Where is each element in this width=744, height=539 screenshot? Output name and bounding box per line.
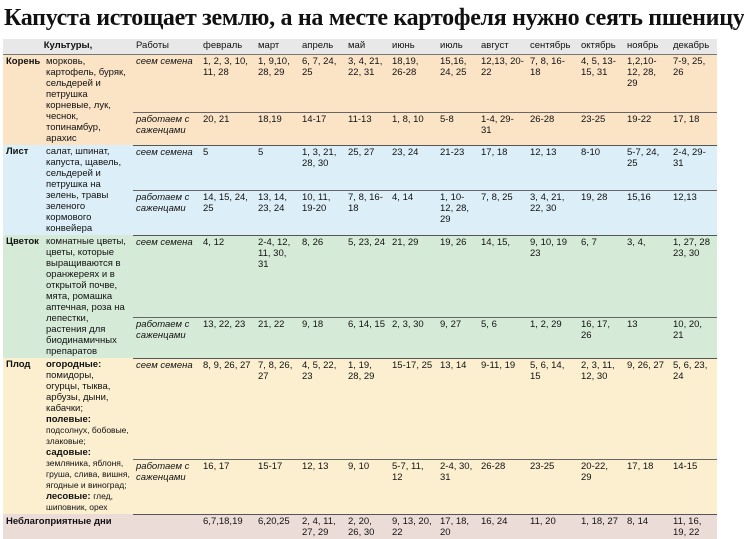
header-crops: Культуры, xyxy=(3,39,133,55)
crop-category-label: огородные: xyxy=(46,359,102,370)
day-cell: 2-4, 12, 11, 30, 31 xyxy=(255,235,299,317)
day-cell: 4, 12 xyxy=(200,235,255,317)
day-cell: 17, 18, 20 xyxy=(440,515,470,538)
header-works: Работы xyxy=(133,39,200,55)
page-title: Капуста истощает землю, а на месте картофеля нужно сеять пшеницу xyxy=(4,5,744,31)
day-cell: 6,7,18,19 xyxy=(203,515,243,527)
day-cell: 13, 14 xyxy=(437,358,478,460)
day-cell: 2-4, 29-31 xyxy=(670,145,717,190)
day-cell: 5 xyxy=(200,145,255,190)
day-cell: 5-7, 11, 12 xyxy=(389,460,437,514)
day-cell: 25, 27 xyxy=(345,145,389,190)
day-cell: 26-28 xyxy=(478,460,527,514)
day-cell: 11, 16, 19, 22 xyxy=(673,515,702,538)
day-cell: 12,13, 20-22 xyxy=(478,55,527,113)
day-cell: 9, 27 xyxy=(437,317,478,358)
day-cell: 4, 14 xyxy=(389,190,437,235)
day-cell: 5-8 xyxy=(437,112,478,145)
header-month: май xyxy=(345,39,389,55)
day-cell: 15,16, 24, 25 xyxy=(437,55,478,113)
crop-category-text: земляника, яблоня, груша, слива, вишня, ягодные и виноград; xyxy=(46,458,130,490)
group-crops: комнатные цветы, цветы, которые выращиваются в оранжереях и в открытой почве, мята, ромашка аптечная, роза на лепестки, растения для биодинамичных препаратов xyxy=(46,236,126,357)
header-month: февраль xyxy=(200,39,255,55)
day-cell: 17, 18 xyxy=(624,460,670,514)
day-cell: 5, 6 xyxy=(478,317,527,358)
day-cell: 8, 9, 26, 27 xyxy=(200,358,255,460)
day-cell: 26-28 xyxy=(527,112,578,145)
table-row xyxy=(3,145,717,190)
day-cell: 5-7, 24, 25 xyxy=(624,145,670,190)
day-cell: 5 xyxy=(255,145,299,190)
table-row xyxy=(3,358,717,460)
day-cell: 6, 7, 24, 25 xyxy=(299,55,345,113)
day-cell: 21, 29 xyxy=(389,235,437,317)
header-month: март xyxy=(255,39,299,55)
day-cell: 23-25 xyxy=(527,460,578,514)
unfavorable-days-row xyxy=(3,514,717,539)
day-cell: 9, 10, 19 23 xyxy=(527,235,578,317)
day-cell: 20-22, 29 xyxy=(578,460,624,514)
day-cell: 12, 13 xyxy=(527,145,578,190)
day-cell: 3, 4, xyxy=(624,235,670,317)
day-cell: 11, 20 xyxy=(530,515,556,527)
day-cell: 11-13 xyxy=(345,112,389,145)
group-name: Лист xyxy=(6,146,29,157)
day-cell: 4, 5, 22, 23 xyxy=(299,358,345,460)
day-cell: 9, 13, 20, 22 xyxy=(392,515,432,538)
header-month: сентябрь xyxy=(527,39,578,55)
day-cell: 10, 11, 19-20 xyxy=(299,190,345,235)
day-cell: 1, 3, 21, 28, 30 xyxy=(299,145,345,190)
day-cell: 14-15 xyxy=(670,460,717,514)
work-method: работаем с саженцами xyxy=(133,112,200,145)
day-cell: 7, 8, 16-18 xyxy=(345,190,389,235)
day-cell: 1, 2, 3, 10, 11, 28 xyxy=(200,55,255,113)
day-cell: 3, 4, 21, 22, 30 xyxy=(527,190,578,235)
day-cell: 13, 22, 23 xyxy=(200,317,255,358)
day-cell: 16, 17, 26 xyxy=(578,317,624,358)
day-cell: 16, 24 xyxy=(481,515,508,527)
work-method: сеем семена xyxy=(133,145,200,190)
day-cell: 1, 9,10, 28, 29 xyxy=(255,55,299,113)
crop-category-label: садовые: xyxy=(46,447,91,458)
day-cell: 1, 2, 29 xyxy=(527,317,578,358)
crop-category-text: помидоры, огурцы, тыква, арбузы, дыни, кабачки; xyxy=(46,370,111,414)
day-cell: 20, 21 xyxy=(200,112,255,145)
day-cell: 12, 13 xyxy=(299,460,345,514)
day-cell: 14, 15, 24, 25 xyxy=(200,190,255,235)
day-cell: 1, 8, 10 xyxy=(389,112,437,145)
day-cell: 1,2,10-12, 28, 29 xyxy=(624,55,670,113)
day-cell: 10, 20, 21 xyxy=(670,317,717,358)
day-cell: 9-11, 19 xyxy=(478,358,527,460)
day-cell: 19, 26 xyxy=(437,235,478,317)
day-cell: 8-10 xyxy=(578,145,624,190)
day-cell: 2-4, 30, 31 xyxy=(437,460,478,514)
crop-category-text: подсолнух, бобовые, злаковые; xyxy=(46,425,129,446)
day-cell: 7-9, 25, 26 xyxy=(670,55,717,113)
day-cell: 7, 8, 26, 27 xyxy=(255,358,299,460)
group-crops: салат, шпинат, капуста, щавель, сельдерей и петрушка на зелень, травы зеленого кормового конвейера xyxy=(46,146,122,234)
work-method: работаем с саженцами xyxy=(133,317,200,358)
header-month: июль xyxy=(437,39,478,55)
crop-category-label: полевые: xyxy=(46,414,91,425)
day-cell: 15-17 xyxy=(255,460,299,514)
header-month: ноябрь xyxy=(624,39,670,55)
work-method: работаем с саженцами xyxy=(133,460,200,514)
crop-category-label: лесовые: xyxy=(46,491,91,502)
day-cell: 4, 5, 13-15, 31 xyxy=(578,55,624,113)
day-cell: 9, 26, 27 xyxy=(624,358,670,460)
day-cell: 19, 28 xyxy=(578,190,624,235)
header-month: июнь xyxy=(389,39,437,55)
day-cell: 6, 14, 15 xyxy=(345,317,389,358)
work-method: работаем с саженцами xyxy=(133,190,200,235)
day-cell: 9, 10 xyxy=(345,460,389,514)
day-cell: 1, 19, 28, 29 xyxy=(345,358,389,460)
day-cell: 18,19, 26-28 xyxy=(389,55,437,113)
day-cell: 14, 15, xyxy=(478,235,527,317)
header-row xyxy=(3,39,717,55)
day-cell: 23, 24 xyxy=(389,145,437,190)
day-cell: 1, 10-12, 28, 29 xyxy=(437,190,478,235)
day-cell: 18,19 xyxy=(255,112,299,145)
day-cell: 2, 4, 11, 27, 29 xyxy=(302,515,336,538)
day-cell: 7, 8, 16-18 xyxy=(527,55,578,113)
group-name: Корень xyxy=(6,56,41,67)
day-cell: 7, 8, 25 xyxy=(478,190,527,235)
day-cell: 13, 14, 23, 24 xyxy=(255,190,299,235)
day-cell: 8, 26 xyxy=(299,235,345,317)
day-cell: 1-4, 29-31 xyxy=(478,112,527,145)
day-cell: 5, 6, 14, 15 xyxy=(527,358,578,460)
day-cell: 1, 27, 28 23, 30 xyxy=(670,235,717,317)
day-cell: 5, 6, 23, 24 xyxy=(670,358,717,460)
work-method: сеем семена xyxy=(133,235,200,317)
header-month: декабрь xyxy=(670,39,717,55)
day-cell: 1, 18, 27 xyxy=(581,515,618,527)
day-cell: 8, 14 xyxy=(627,515,649,527)
header-month: апрель xyxy=(299,39,345,55)
group-name: Цветок xyxy=(6,236,39,247)
table-row xyxy=(3,235,717,317)
day-cell: 12,13 xyxy=(670,190,717,235)
day-cell: 13 xyxy=(624,317,670,358)
day-cell: 15-17, 25 xyxy=(389,358,437,460)
group-crops: морковь, картофель, буряк, сельдерей и петрушка корневые, лук, чеснок, топинамбур, арахис xyxy=(46,56,126,144)
day-cell: 2, 3, 11, 12, 30 xyxy=(578,358,624,460)
work-method: сеем семена xyxy=(133,358,200,460)
day-cell: 17, 18 xyxy=(478,145,527,190)
group-crops xyxy=(43,358,133,514)
day-cell: 23-25 xyxy=(578,112,624,145)
crop-category-text: глед, шиповник, орех xyxy=(46,491,113,512)
day-cell: 5, 23, 24 xyxy=(345,235,389,317)
table-row xyxy=(3,55,717,113)
day-cell: 15,16 xyxy=(624,190,670,235)
day-cell: 14-17 xyxy=(299,112,345,145)
header-month: август xyxy=(478,39,527,55)
day-cell: 21, 22 xyxy=(255,317,299,358)
day-cell: 6, 7 xyxy=(578,235,624,317)
day-cell: 2, 3, 30 xyxy=(389,317,437,358)
header-month: октябрь xyxy=(578,39,624,55)
day-cell: 19-22 xyxy=(624,112,670,145)
group-name: Плод xyxy=(6,359,31,370)
calendar-table xyxy=(3,39,717,539)
unfavorable-days-label: Неблагоприятные дни xyxy=(6,515,112,527)
day-cell: 6,20,25 xyxy=(258,515,290,527)
day-cell: 3, 4, 21, 22, 31 xyxy=(345,55,389,113)
day-cell: 21-23 xyxy=(437,145,478,190)
day-cell: 16, 17 xyxy=(200,460,255,514)
day-cell: 9, 18 xyxy=(299,317,345,358)
work-method: сеем семена xyxy=(133,55,200,113)
day-cell: 17, 18 xyxy=(670,112,717,145)
day-cell: 2, 20, 26, 30 xyxy=(348,515,375,538)
